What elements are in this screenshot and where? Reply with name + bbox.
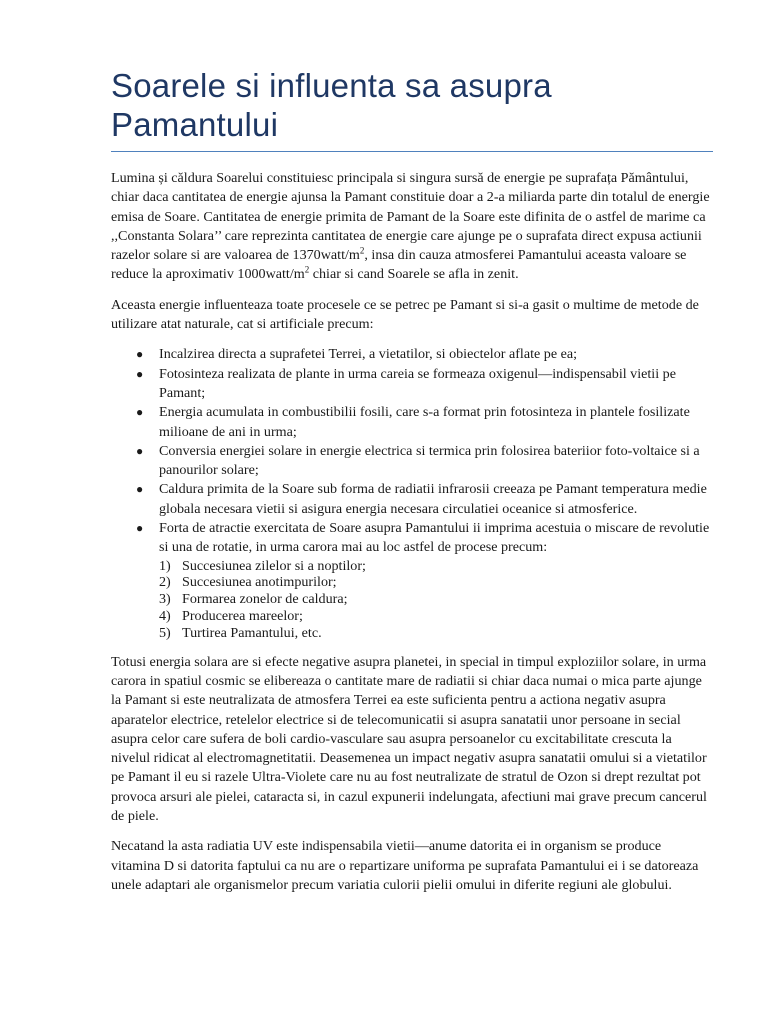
intro-paragraph bbox=[111, 169, 713, 285]
bullet-text: Fotosinteza realizata de plante in urma careia se formeaza oxigenul—indispensabil vietii pe Pamant; bbox=[159, 365, 676, 401]
intro-text-2: , insa din cauza atmosferei Pamantului aceasta valoare se reduce la aproximativ 1000watt/m bbox=[111, 247, 687, 283]
bullet-icon: ● bbox=[136, 443, 144, 458]
paragraph-2: Aceasta energie influenteaza toate procesele ce se petrec pe Pamant si si-a gasit o multime de metode de utilizare atat naturale, cat si artificiale precum: bbox=[111, 296, 699, 333]
item-number: 4) bbox=[159, 608, 171, 625]
item-text: Succesiunea zilelor si a noptilor; bbox=[182, 557, 366, 574]
item-text: Producerea mareelor; bbox=[182, 608, 303, 625]
numbered-item bbox=[159, 574, 713, 591]
bullet-icon: ● bbox=[136, 366, 144, 381]
item-number: 1) bbox=[159, 557, 171, 574]
title-divider bbox=[111, 151, 713, 152]
item-text: Turtirea Pamantului, etc. bbox=[182, 624, 322, 641]
superscript-2: 2 bbox=[304, 264, 310, 275]
bullet-text: Conversia energiei solare in energie electrica si termica prin folosirea bateriior foto-voltaice si a panourilor solare; bbox=[159, 442, 700, 479]
bullet-item bbox=[136, 480, 713, 519]
intro-text-1: Lumina și căldura Soarelui constituiesc principala si singura sursă de energie pe suprafața Pământului, chiar daca cantitatea de energie ajunsa la Pamant constituie doar a 2-a miliarda parte din totalul de energie emisa de Soare. Cantitatea de energie primita de Pamant de la Soare este difinita de o astfel de marime ca ,,Constanta Solara’’ care reprezinta cantitatea de energie care ajunge pe o suprafata direct expusa actiunii razelor solare si are valoarea de 1370watt/m bbox=[111, 170, 710, 264]
bullet-item bbox=[136, 365, 713, 404]
numbered-item bbox=[159, 608, 713, 625]
bullet-item bbox=[136, 403, 713, 442]
intro-text-3: chiar si cand Soarele se afla in zenit. bbox=[309, 266, 519, 283]
bullet-icon: ● bbox=[136, 405, 144, 420]
paragraph-4: Necatand la asta radiatia UV este indispensabila vietii—anume datorita ei in organism se produce vitamina D si datorita faptului ca nu are o repartizare uniforma pe suprafata Pamantului ei i se datoreaza unele adaptari ale organismelor precum variatia culorii pielii omului in diferite regiuni ale globului. bbox=[111, 838, 699, 893]
bullet-text: Energia acumulata in combustibilii fosili, care s-a format prin fotosinteza in plantele fosilizate milioane de ani in urma; bbox=[159, 404, 690, 440]
bullet-item bbox=[136, 442, 713, 481]
bullet-text: Incalzirea directa a suprafetei Terrei, a vietatilor, si obiectelor aflate pe ea; bbox=[159, 346, 578, 363]
item-number: 2) bbox=[159, 574, 171, 591]
numbered-item bbox=[159, 558, 713, 575]
item-number: 3) bbox=[159, 591, 171, 608]
bullet-text: Forta de atractie exercitata de Soare asupra Pamantului ii imprima acestuia o miscare de revolutie si una de rotatie, in urma carora mai au loc astfel de procese precum: bbox=[159, 520, 710, 556]
bullet-text: Caldura primita de la Soare sub forma de radiatii infrarosii creeaza pe Pamant temperatura medie globala necesara vietii si asigura energia necesara circulatiei oceanice si atmosferice. bbox=[159, 481, 707, 517]
bullet-icon: ● bbox=[136, 482, 144, 497]
numbered-item bbox=[159, 591, 713, 608]
bullet-item bbox=[136, 345, 713, 364]
page-title: Soarele si influenta sa asupra Pamantului bbox=[111, 67, 552, 143]
numbered-sublist bbox=[159, 558, 713, 642]
bullet-icon: ● bbox=[136, 347, 144, 362]
bullet-icon: ● bbox=[136, 521, 144, 536]
bullet-list bbox=[111, 345, 713, 641]
numbered-item bbox=[159, 625, 713, 642]
item-text: Succesiunea anotimpurilor; bbox=[182, 574, 337, 591]
superscript-1: 2 bbox=[359, 245, 365, 256]
bullet-item bbox=[136, 519, 713, 642]
paragraph-3: Totusi energia solara are si efecte negative asupra planetei, in special in timpul exploziilor solare, in urma carora in spatiul cosmic se elibereaza o cantitate mare de radiatii si chiar daca numai o mica parte ajunge la Pamant si este neutralizata de atmosfera Terrei ea este suficienta pentru a actiona negativ asupra aparatelor electrice, retelelor electrice si de telecomunicatii si asupra sanatatii unor persoane in secial asupra celor care sufera de boli cardio-vasculare sau asupra persoanelor cu excitabilitate crescuta la nivelul ridicat al electromagnetitatii. Deasemenea un impact negativ asupra sanatatii omului si a vietatilor pe Pamant il eu si razele Ultra-Violete care nu au fost neutralizate de stratul de Ozon si drept rezultat pot provoca arsuri ale pielei, cataracta si, in cazul expunerii indelungata, afectiuni mai grave precum cancerul de piele. bbox=[111, 653, 707, 824]
item-number: 5) bbox=[159, 624, 171, 641]
item-text: Formarea zonelor de caldura; bbox=[182, 591, 348, 608]
